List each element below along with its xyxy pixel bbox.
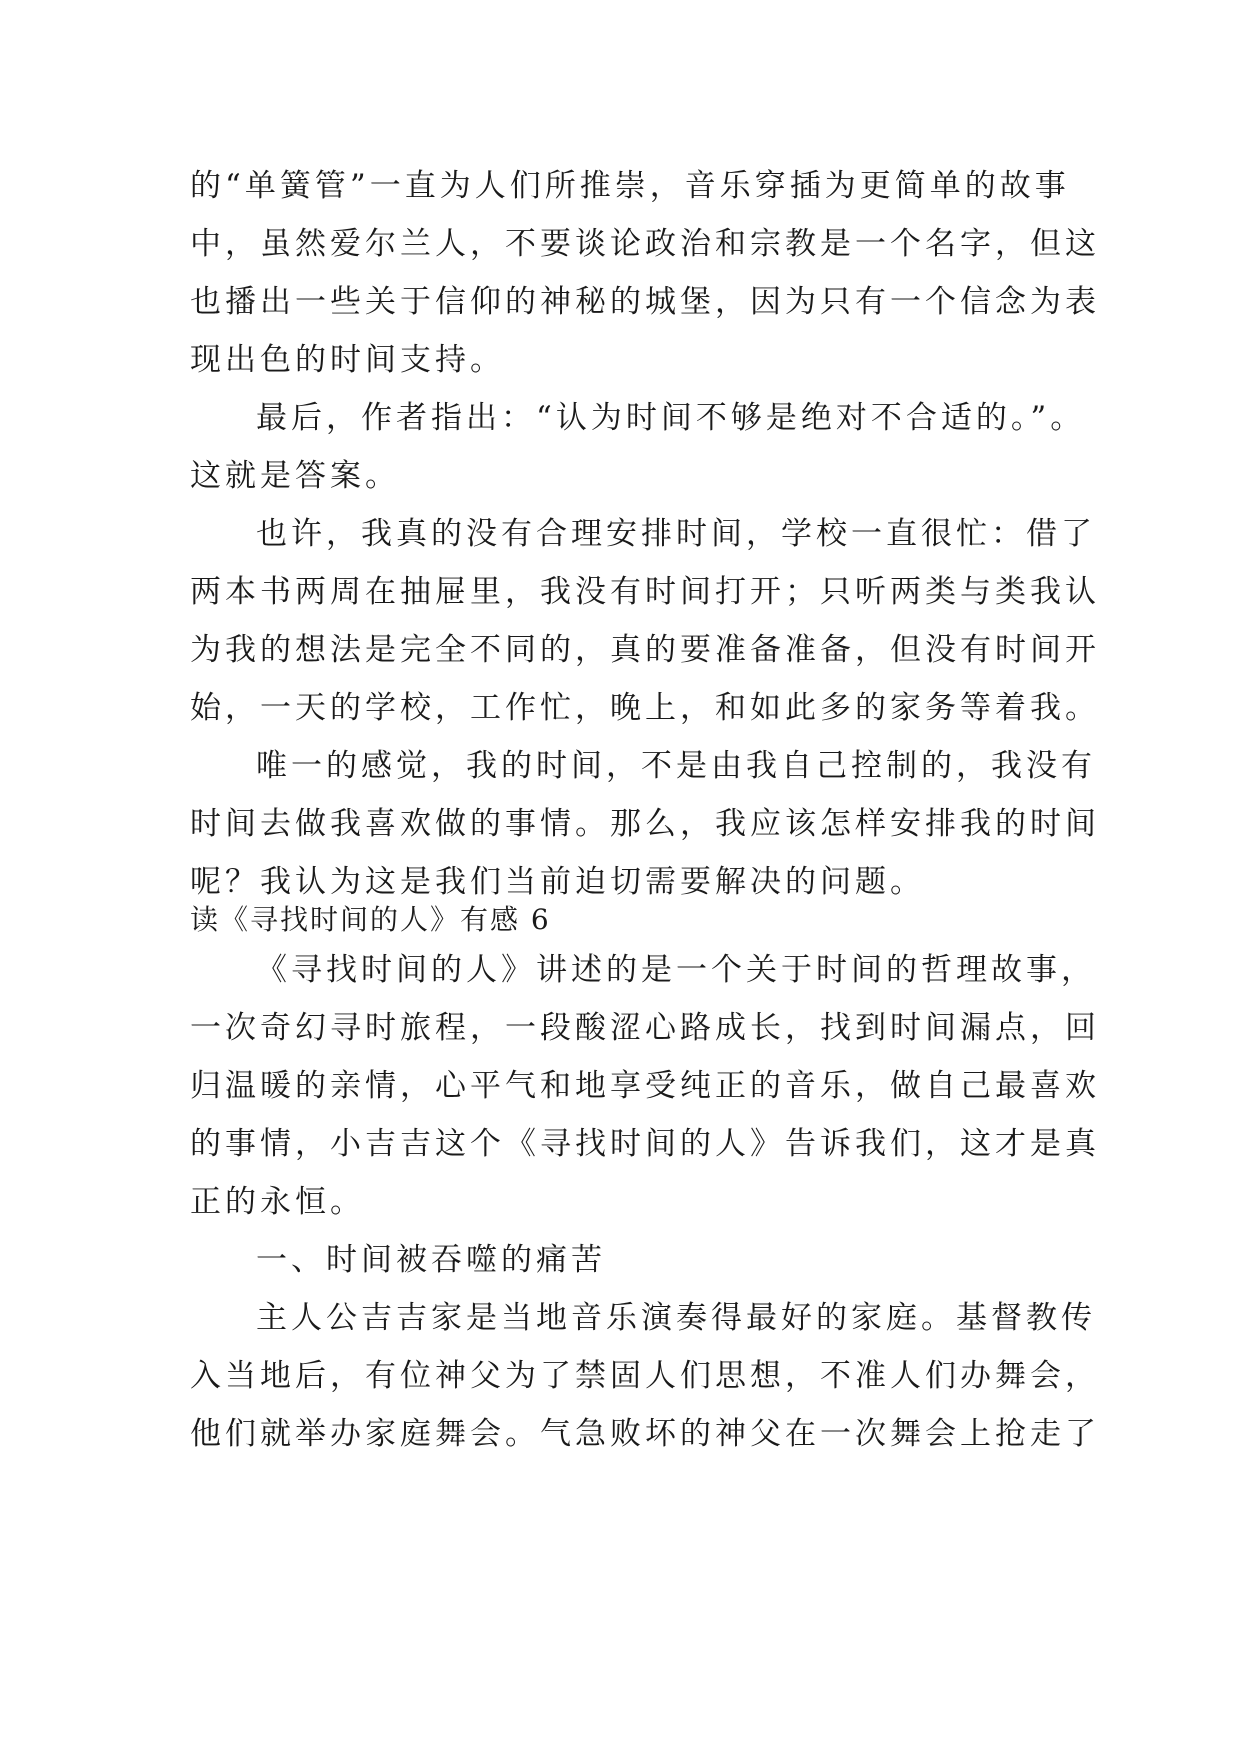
text-line: 正的永恒。 <box>190 1184 365 1220</box>
text-line: 唯一的感觉，我的时间，不是由我自己控制的，我没有 <box>256 748 1096 784</box>
paragraphs-section <box>190 389 1100 911</box>
section-heading: 读《寻找时间的人》有感 6 <box>190 903 551 936</box>
text-line: 归温暖的亲情，心平气和地享受纯正的音乐，做自己最喜欢 <box>190 1068 1100 1104</box>
text-line: 一次奇幻寻时旅程，一段酸涩心路成长，找到时间漏点，回 <box>190 1010 1100 1046</box>
text-line: 主人公吉吉家是当地音乐演奏得最好的家庭。基督教传 <box>256 1300 1096 1336</box>
text-line: 也许，我真的没有合理安排时间，学校一直很忙：借了 <box>256 516 1096 552</box>
text-line: 时间去做我喜欢做的事情。那么，我应该怎样安排我的时间 <box>190 806 1100 842</box>
text-line: 现出色的时间支持。 <box>190 342 505 378</box>
text-line: 入当地后，有位神父为了禁固人们思想，不准人们办舞会， <box>190 1358 1100 1394</box>
text-line: 呢？我认为这是我们当前迫切需要解决的问题。 <box>190 864 925 900</box>
text-line: 也播出一些关于信仰的神秘的城堡，因为只有一个信念为表 <box>190 284 1100 320</box>
text-line: 他们就举办家庭舞会。气急败坏的神父在一次舞会上抢走了 <box>190 1416 1100 1452</box>
paragraph-continued <box>190 157 1100 389</box>
text-line: 始，一天的学校，工作忙，晚上，和如此多的家务等着我。 <box>190 690 1100 726</box>
text-line: 这就是答案。 <box>190 458 400 494</box>
text-line: 的事情，小吉吉这个《寻找时间的人》告诉我们，这才是真 <box>190 1126 1100 1162</box>
subheading: 一、时间被吞噬的痛苦 <box>256 1242 606 1278</box>
text-line: 为我的想法是完全不同的，真的要准备准备，但没有时间开 <box>190 632 1100 668</box>
text-line: 的“单簧管”一直为人们所推崇，音乐穿插为更简单的故事 <box>190 168 1070 204</box>
text-line: 中，虽然爱尔兰人，不要谈论政治和宗教是一个名字，但这 <box>190 226 1100 262</box>
text-line: 《寻找时间的人》讲述的是一个关于时间的哲理故事， <box>256 952 1096 988</box>
text-line: 最后，作者指出：“认为时间不够是绝对不合适的。”。 <box>256 400 1086 436</box>
text-line: 两本书两周在抽屉里，我没有时间打开；只听两类与类我认 <box>190 574 1100 610</box>
paragraphs-section <box>190 941 1100 1463</box>
